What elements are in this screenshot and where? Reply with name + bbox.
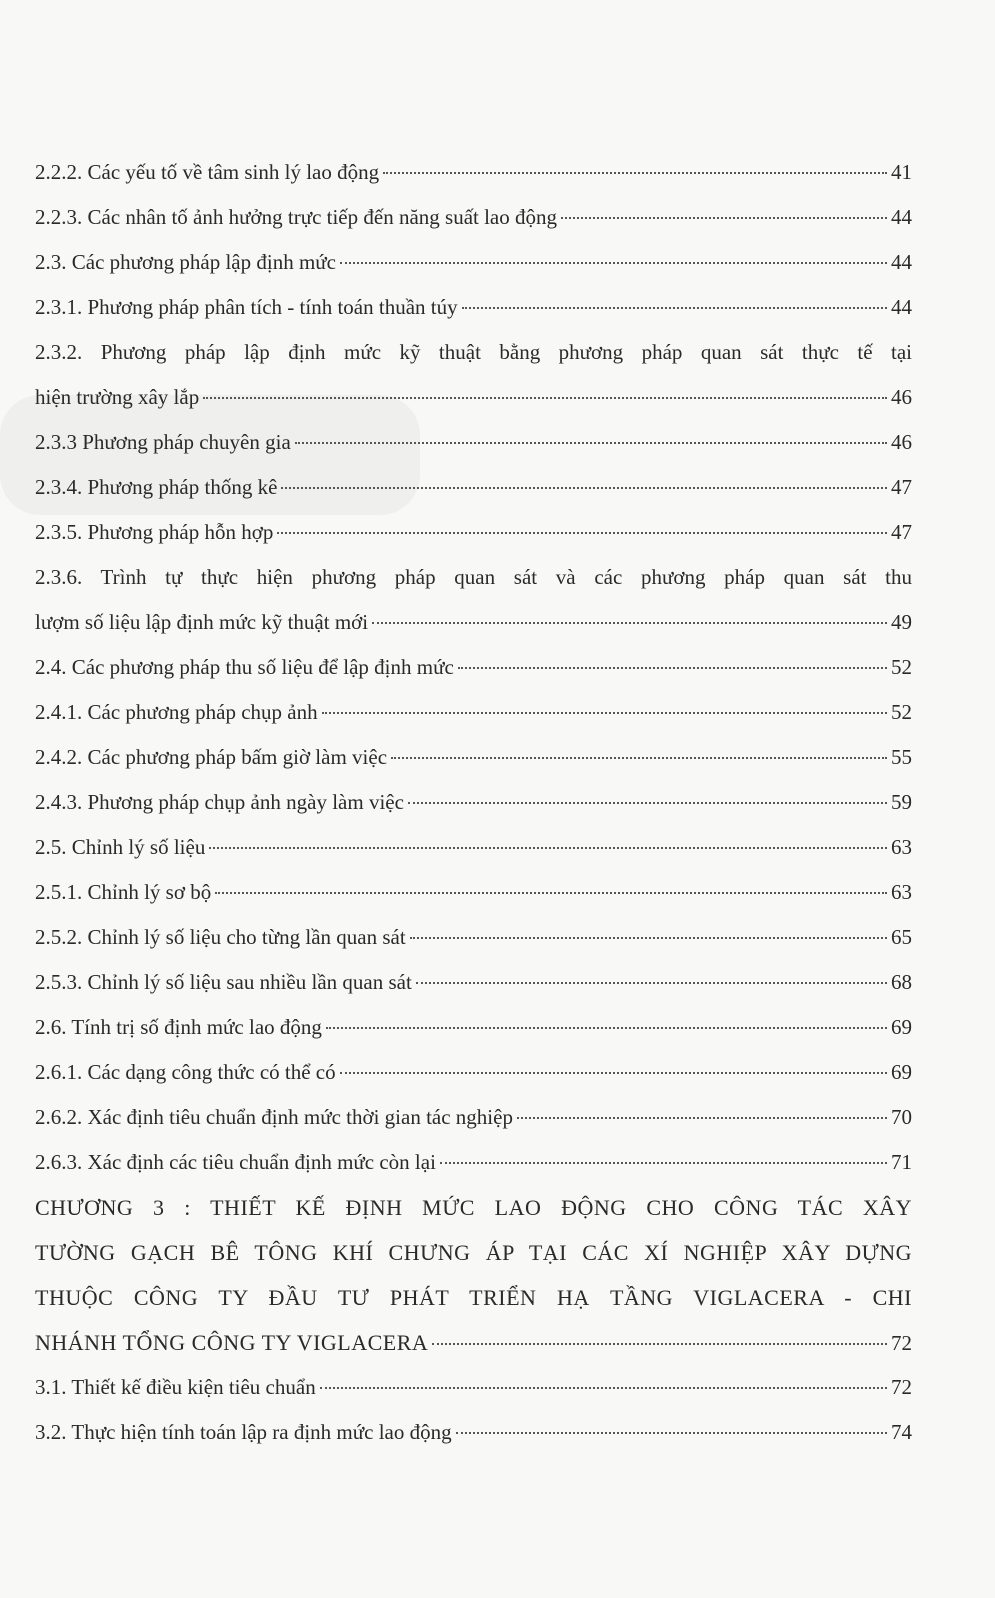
- toc-entry[interactable]: [35, 285, 912, 330]
- dot-leader: [458, 666, 887, 669]
- toc-entry-page: 72: [891, 1331, 912, 1355]
- dot-leader: [561, 216, 887, 219]
- toc-entry-title: 2.6.2. Xác định tiêu chuẩn định mức thời gian tác nghiệp: [35, 1105, 513, 1129]
- toc-entry-title: 3.2. Thực hiện tính toán lập ra định mức lao động: [35, 1420, 452, 1444]
- dot-leader: [410, 936, 887, 939]
- toc-entry-page: 55: [891, 745, 912, 769]
- toc-entry-title-line1: 2.3.6. Trình tự thực hiện phương pháp quan sát và các phương pháp quan sát thu: [35, 565, 912, 589]
- toc-entry-title: 2.3. Các phương pháp lập định mức: [35, 250, 336, 274]
- toc-entry[interactable]: [35, 555, 912, 645]
- toc-entry[interactable]: [35, 240, 912, 285]
- toc-entry-page: 72: [891, 1375, 912, 1399]
- toc-entry-page: 74: [891, 1420, 912, 1444]
- toc-entry-page: 70: [891, 1105, 912, 1129]
- toc-entry-title: 2.4. Các phương pháp thu số liệu để lập định mức: [35, 655, 454, 679]
- toc-entry[interactable]: [35, 1005, 912, 1050]
- table-of-contents: [35, 150, 912, 1455]
- dot-leader: [408, 801, 887, 804]
- dot-leader: [383, 171, 887, 174]
- toc-entry-page: 63: [891, 835, 912, 859]
- toc-entry-title: 2.5. Chỉnh lý số liệu: [35, 835, 206, 859]
- toc-entry-page: 63: [891, 880, 912, 904]
- dot-leader: [215, 891, 887, 894]
- toc-entry-title-line1: 2.3.2. Phương pháp lập định mức kỹ thuật bằng phương pháp quan sát thực tế tại: [35, 340, 912, 364]
- dot-leader: [203, 396, 887, 399]
- dot-leader: [326, 1026, 887, 1029]
- toc-entry-title: 2.4.2. Các phương pháp bấm giờ làm việc: [35, 745, 388, 769]
- dot-leader: [462, 306, 887, 309]
- toc-entry-title-line2: lượm số liệu lập định mức kỹ thuật mới: [35, 610, 369, 634]
- toc-entry[interactable]: [35, 1140, 912, 1185]
- toc-entry-title: 2.6. Tính trị số định mức lao động: [35, 1015, 322, 1039]
- dot-leader: [209, 846, 887, 849]
- toc-entry-title: 2.5.3. Chỉnh lý số liệu sau nhiều lần quan sát: [35, 970, 412, 994]
- dot-leader: [320, 1386, 887, 1389]
- toc-entry-page: 65: [891, 925, 912, 949]
- toc-entry-title: 2.6.1. Các dạng công thức có thể có: [35, 1060, 336, 1084]
- toc-entry[interactable]: [35, 465, 912, 510]
- toc-entry-page: 71: [891, 1150, 912, 1174]
- toc-entry-page: 44: [891, 295, 912, 319]
- dot-leader: [277, 531, 887, 534]
- dot-leader: [340, 1071, 887, 1074]
- toc-entry[interactable]: [35, 870, 912, 915]
- toc-entry-page: 44: [891, 250, 912, 274]
- toc-entry-page: 41: [891, 160, 912, 184]
- toc-entry-page: 44: [891, 205, 912, 229]
- chapter-title-line4: NHÁNH TỔNG CÔNG TY VIGLACERA: [35, 1330, 429, 1355]
- toc-entry[interactable]: [35, 195, 912, 240]
- toc-entry-title: 2.3.3 Phương pháp chuyên gia: [35, 430, 291, 454]
- toc-entry[interactable]: [35, 1365, 912, 1410]
- dot-leader: [322, 711, 887, 714]
- toc-entry[interactable]: [35, 960, 912, 1005]
- toc-entry-title: 2.3.5. Phương pháp hỗn hợp: [35, 520, 274, 544]
- dot-leader: [416, 981, 887, 984]
- toc-entry-page: 59: [891, 790, 912, 814]
- toc-entry-page: 46: [891, 430, 912, 454]
- toc-entry-title: 2.5.1. Chỉnh lý sơ bộ: [35, 880, 212, 904]
- toc-entry-title: 2.3.4. Phương pháp thống kê: [35, 475, 278, 499]
- toc-entry-title: 2.4.3. Phương pháp chụp ảnh ngày làm việc: [35, 790, 404, 814]
- dot-leader: [295, 441, 887, 444]
- toc-entry-page: 47: [891, 475, 912, 499]
- toc-entry[interactable]: [35, 420, 912, 465]
- dot-leader: [372, 621, 887, 624]
- toc-entry[interactable]: [35, 150, 912, 195]
- dot-leader: [281, 486, 887, 489]
- toc-entry[interactable]: [35, 780, 912, 825]
- toc-entry[interactable]: [35, 915, 912, 960]
- dot-leader: [440, 1161, 887, 1164]
- chapter-title-line1: CHƯƠNG 3 : THIẾT KẾ ĐỊNH MỨC LAO ĐỘNG CHO CÔNG TÁC XÂY: [35, 1195, 912, 1220]
- toc-entry-title: 2.4.1. Các phương pháp chụp ảnh: [35, 700, 318, 724]
- toc-entry-title: 2.2.2. Các yếu tố về tâm sinh lý lao động: [35, 160, 380, 184]
- toc-entry-page: 68: [891, 970, 912, 994]
- toc-entry-page: 46: [891, 385, 912, 409]
- toc-entry[interactable]: [35, 690, 912, 735]
- dot-leader: [517, 1116, 887, 1119]
- toc-entry-title: 3.1. Thiết kế điều kiện tiêu chuẩn: [35, 1375, 316, 1399]
- toc-entry-page: 49: [891, 610, 912, 634]
- toc-entry-title: 2.2.3. Các nhân tố ảnh hưởng trực tiếp đến năng suất lao động: [35, 205, 558, 229]
- chapter-title-line3: THUỘC CÔNG TY ĐẦU TƯ PHÁT TRIỂN HẠ TẦNG VIGLACERA - CHI: [35, 1285, 912, 1310]
- toc-entry[interactable]: [35, 1410, 912, 1455]
- toc-entry[interactable]: [35, 645, 912, 690]
- toc-entry-title: 2.5.2. Chỉnh lý số liệu cho từng lần quan sát: [35, 925, 406, 949]
- toc-chapter-entry[interactable]: [35, 1185, 912, 1365]
- toc-entry[interactable]: [35, 1050, 912, 1095]
- dot-leader: [456, 1431, 887, 1434]
- dot-leader: [391, 756, 887, 759]
- toc-entry[interactable]: [35, 330, 912, 420]
- toc-entry-title-line2: hiện trường xây lắp: [35, 385, 200, 409]
- toc-entry[interactable]: [35, 1095, 912, 1140]
- toc-entry[interactable]: [35, 825, 912, 870]
- toc-entry-title: 2.6.3. Xác định các tiêu chuẩn định mức còn lại: [35, 1150, 436, 1174]
- toc-entry-page: 52: [891, 700, 912, 724]
- toc-entry-page: 69: [891, 1015, 912, 1039]
- dot-leader: [432, 1342, 887, 1345]
- dot-leader: [340, 261, 887, 264]
- toc-entry-page: 47: [891, 520, 912, 544]
- toc-entry-title: 2.3.1. Phương pháp phân tích - tính toán thuần túy: [35, 295, 458, 319]
- toc-entry-page: 69: [891, 1060, 912, 1084]
- toc-entry[interactable]: [35, 735, 912, 780]
- toc-entry[interactable]: [35, 510, 912, 555]
- toc-entry-page: 52: [891, 655, 912, 679]
- chapter-title-line2: TƯỜNG GẠCH BÊ TÔNG KHÍ CHƯNG ÁP TẠI CÁC XÍ NGHIỆP XÂY DỰNG: [35, 1240, 912, 1265]
